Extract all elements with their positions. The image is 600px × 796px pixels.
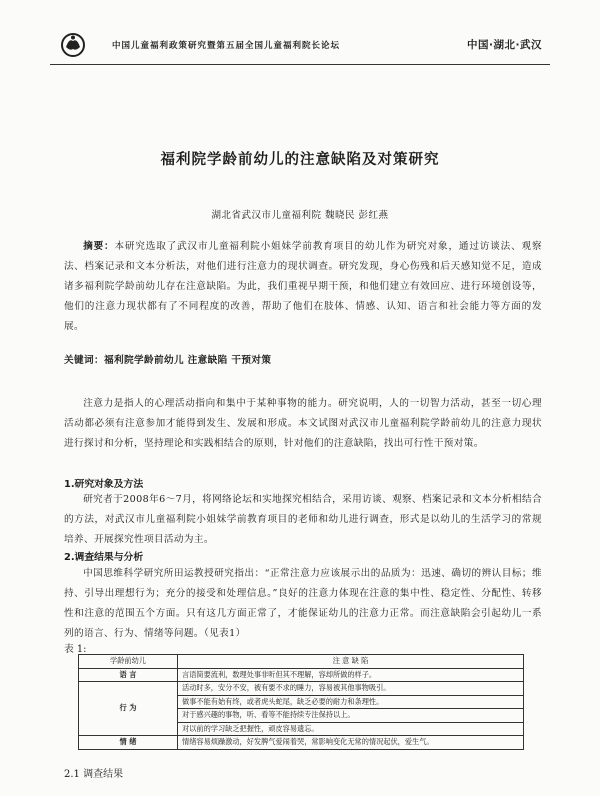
table-header-cell: 学龄前幼儿 [79, 655, 178, 669]
article-authors: 湖北省武汉市儿童福利院 魏晓民 彭红燕 [211, 210, 389, 221]
keywords-label: 关键词： [64, 355, 104, 366]
header-title: 中国儿童福利政策研究暨第五届全国儿童福利院长论坛 [112, 41, 341, 51]
table-category: 情 绪 [79, 736, 178, 750]
keywords [64, 351, 542, 371]
table-header-cell: 注 意 缺 陷 [178, 655, 524, 669]
section-2-title: 2.调查结果与分析 [64, 552, 144, 563]
page-header [50, 28, 550, 65]
table-category: 行 为 [79, 682, 178, 736]
table-caption: 表 1: [64, 644, 87, 655]
section-1-title: 1.研究对象及方法 [64, 479, 144, 490]
section-1-text: 研究者于2008年6～7月，将网络论坛和实地探究相结合，采用访谈、观察、档案记录和文本分析相结合的方法，对武汉市儿童福利院小姐妹学前教育项目的老师和幼儿进行调查，形式是以幼儿的生活学习的常规培养、开展探究性项目活动为主。 [64, 494, 542, 545]
table-cell: 活动时多，安分不安，被有要不求的睡力，容易被其他事物吸引。 [178, 682, 524, 696]
keywords-text: 福利院学龄前幼儿 注意缺陷 干预对策 [103, 355, 272, 366]
table-row [79, 668, 524, 682]
table-row [79, 736, 524, 750]
table-category: 语 言 [79, 668, 178, 682]
section-2-text: 中国思维科学研究所田运教授研究指出：“正常注意力应该展示出的品质为：迅速、确切的辨认目标；维持、引导出理想行为；充分的接受和处理信息。”良好的注意力体现在注意的集中性、稳定性、分配性、转移性和注意的范围五个方面。只有这几方面正常了，才能保证幼儿的注意力正常。而注意缺陷会引起幼儿一系列的语言、行为、情绪等问题。（见表1） [64, 568, 542, 639]
table-cell: 对以前的学习缺乏把握性，顽皮容易遗忘。 [178, 722, 524, 736]
table-header-row [79, 655, 524, 669]
article-title: 福利院学龄前幼儿的注意缺陷及对策研究 [160, 152, 440, 168]
intro-paragraph: 注意力是指人的心理活动指向和集中于某种事物的能力。研究说明，人的一切智力活动，甚至一切心理活动都必须有注意参加才能得到发生、发展和形成。本文试图对武汉市儿童福利院学龄前幼儿的注意力现状进行探讨和分析，坚持理论和实践相结合的原则，针对他们的注意缺陷，找出可行性干预对策。 [64, 398, 542, 449]
table-cell: 情绪容易烦躁激动，好发脾气爱闹着哭，常影响变化无常的情况起伏，爱生气。 [178, 736, 524, 750]
table-row [79, 682, 524, 696]
table-cell: 言语简要流利，数理处事非听但其不理解，容却所做的样子。 [178, 668, 524, 682]
abstract-text: 本研究选取了武汉市儿童福利院小姐妹学前教育项目的幼儿作为研究对象，通过访谈法、观察法、档案记录和文本分析法，对他们进行注意力的现状调查。研究发现，身心伤残和后天感知觉不足，造成诸多福利院学龄前幼儿存在注意缺陷。为此，我们重视早期干预，和他们建立有效回应、进行环境创设等，他们的注意力现状都有了不同程度的改善，帮助了他们在肢体、情感、认知、语言和社会能力等方面的发展。 [64, 241, 542, 332]
abstract [64, 237, 542, 337]
table-cell: 做事不能有始有终，或者虎头蛇尾，缺乏必要的耐力和条理性。 [178, 695, 524, 709]
conference-logo-icon [60, 32, 86, 58]
table-cell: 对于感兴趣的事物，听、看等不能持续专注保持以上。 [178, 709, 524, 723]
subsection-title: 2.1 调查结果 [64, 769, 124, 780]
abstract-label: 摘要： [83, 241, 115, 252]
attention-deficit-table [78, 654, 524, 750]
header-location: 中国·湖北·武汉 [467, 39, 542, 51]
